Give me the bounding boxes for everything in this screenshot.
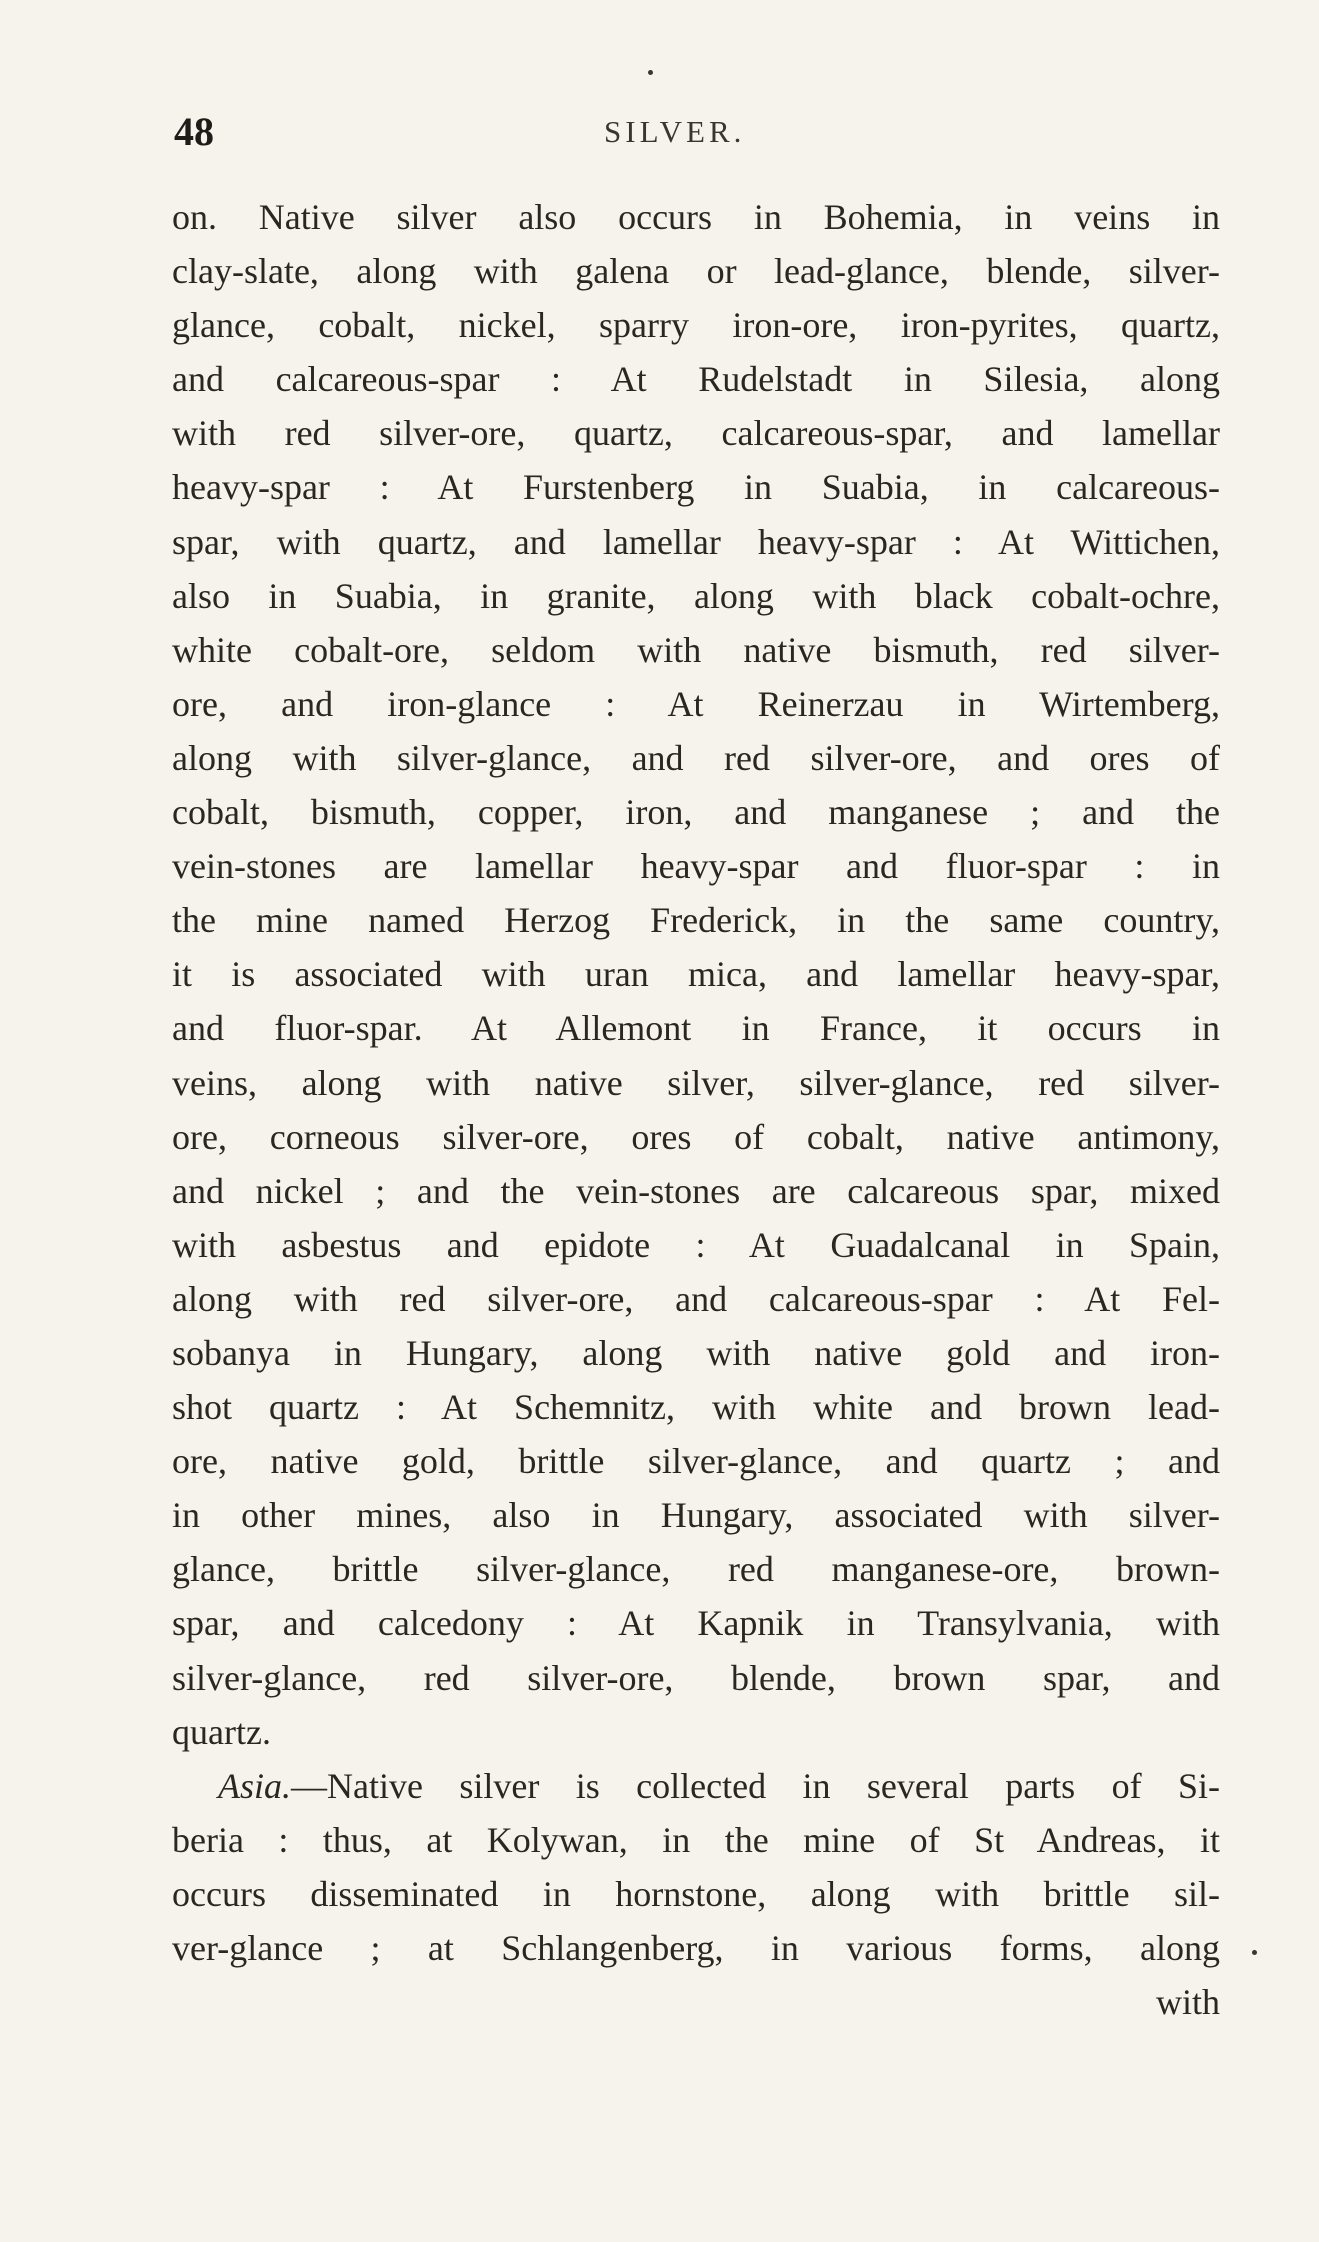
ink-speck (1252, 1950, 1257, 1955)
text-line: along with silver-glance, and red silver-ore, and ores of (172, 737, 1220, 778)
text-line: ore, corneous silver-ore, ores of cobalt, native antimony, (172, 1116, 1220, 1157)
text-line: along with red silver-ore, and calcareous-spar : At Fel- (172, 1278, 1220, 1319)
text-line: shot quartz : At Schemnitz, with white and brown lead- (172, 1387, 1220, 1428)
text-line: beria : thus, at Kolywan, in the mine of St Andreas, it (172, 1819, 1220, 1860)
running-head: SILVER. (604, 114, 746, 149)
text-line: spar, and calcedony : At Kapnik in Transylvania, with (172, 1603, 1220, 1644)
text-line: heavy-spar : At Furstenberg in Suabia, in calcareous- (172, 467, 1220, 508)
text-line: ore, native gold, brittle silver-glance, and quartz ; and (172, 1441, 1220, 1482)
text-line: in other mines, also in Hungary, associated with silver- (172, 1495, 1220, 1536)
text-line: sobanya in Hungary, along with native gold and iron- (172, 1332, 1220, 1373)
asia-paragraph-start (172, 1759, 1220, 1813)
text-line: ore, and iron-glance : At Reinerzau in Wirtemberg, (172, 683, 1220, 724)
text-line: and calcareous-spar : At Rudelstadt in Silesia, along (172, 359, 1220, 400)
catchword: with (1155, 1982, 1220, 2023)
text-line: on. Native silver also occurs in Bohemia, in veins in (172, 197, 1220, 237)
ink-speck (648, 70, 653, 75)
text-line: ver-glance ; at Schlangenberg, in various forms, along (172, 1928, 1220, 1968)
text-line: the mine named Herzog Frederick, in the same country, (172, 900, 1220, 941)
text-line: glance, brittle silver-glance, red manganese-ore, brown- (172, 1549, 1220, 1590)
text-line: glance, cobalt, nickel, sparry iron-ore, iron-pyrites, quartz, (172, 305, 1220, 346)
text-line: quartz. (172, 1711, 271, 1752)
text-line: and fluor-spar. At Allemont in France, it occurs in (172, 1008, 1220, 1049)
text-line: veins, along with native silver, silver-glance, red silver- (172, 1062, 1220, 1103)
asia-line-rest: —Native silver is collected in several parts of Si- (291, 1765, 1220, 1806)
text-line: with red silver-ore, quartz, calcareous-spar, and lamellar (172, 413, 1220, 454)
page-header (174, 108, 1224, 168)
page-number: 48 (174, 109, 214, 154)
text-line: clay-slate, along with galena or lead-glance, blende, silver- (172, 251, 1220, 292)
text-line: occurs disseminated in hornstone, along with brittle sil- (172, 1873, 1220, 1914)
text-line: vein-stones are lamellar heavy-spar and fluor-spar : in (172, 846, 1220, 887)
text-line: also in Suabia, in granite, along with black cobalt-ochre, (172, 575, 1220, 616)
body-text (172, 190, 1220, 2029)
text-line: white cobalt-ore, seldom with native bismuth, red silver- (172, 629, 1220, 670)
text-line: with asbestus and epidote : At Guadalcanal in Spain, (172, 1224, 1220, 1265)
asia-heading: Asia. (218, 1765, 292, 1806)
text-line: and nickel ; and the vein-stones are calcareous spar, mixed (172, 1170, 1220, 1211)
text-line: cobalt, bismuth, copper, iron, and manganese ; and the (172, 792, 1220, 833)
text-line: silver-glance, red silver-ore, blende, brown spar, and (172, 1657, 1220, 1698)
text-line: spar, with quartz, and lamellar heavy-spar : At Wittichen, (172, 521, 1220, 562)
text-line: it is associated with uran mica, and lamellar heavy-spar, (172, 954, 1220, 995)
